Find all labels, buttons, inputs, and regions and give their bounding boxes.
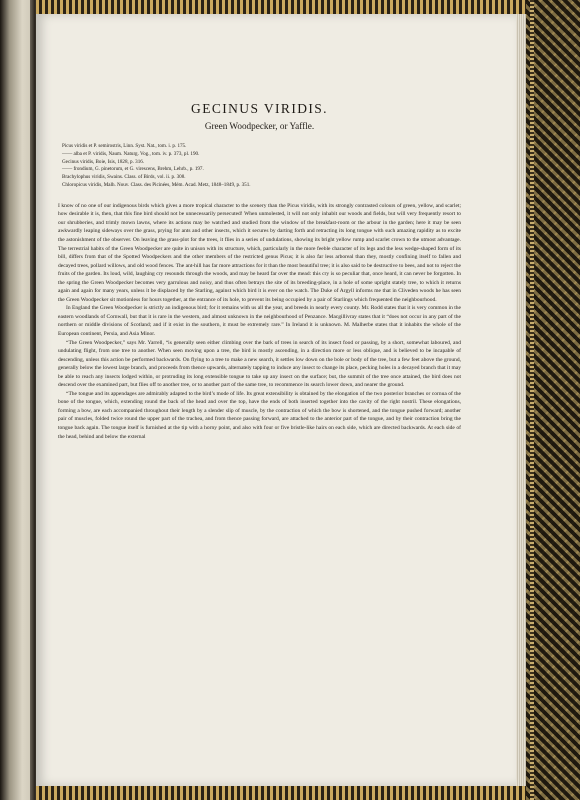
paragraph: “The Green Woodpecker,” says Mr. Yarrell, “is generally seen either climbing over the bark of trees in search of its insect food or passing, by a short, somewhat laboured, and undulating flight, from one tree to another. When seen moving upon a tree, the bird is mostly ascending, in a direction more or less oblique, and is believed to be incapable of descending, unless this action be performed backwards. On flying to a tree to make a new search, it settles low down on the bole or body of the tree, but a few feet above the ground, generally below the lowest large branch, and proceeds from thence upwards, alternately tapping to induce any insect to change its place, pecking holes in a decayed branch that it may be able to reach any insects lodged within, or protruding its long extensible tongue to take up any insect on the surface; but, the summit of the tree once attained, the bird does not descend over the examined part, but flies off to another tree, or to another part of the same tree, to recommence its search lower down, and nearer the ground. [58,339,461,389]
paragraph: In England the Green Woodpecker is strictly an indigenous bird; for it remains with us all the year, and breeds in nearly every county. Mr. Rodd states that it is very common in the eastern woodlands of Cornwall, but that it is rare in the western, and almost unknown in the neighbourhood of Penzance. Macgillivray states that it “does not occur in any part of the northern or middle divisions of Scotland; and if it exist in the southern, it must be extremely rare.” In Ireland it is unknown. M. Malherbe states that it inhabits the whole of the European continent, Persia, and Asia Minor. [58,305,461,337]
page-stack-edge [516,14,526,786]
common-name: Green Woodpecker, or Yaffle. [204,121,315,131]
species-title: GECINUS VIRIDIS. [191,101,328,116]
synonym-entry: Gecinus viridis, Boie, Isis, 1828, p. 316. [62,158,145,165]
gilt-top-border [36,0,526,14]
synonym-entry: —— frondium, G. pinetorum, et G. virescens, Brehm, Lehrb., p. 197. [62,166,204,173]
decorative-cover-board [526,0,580,800]
body-text [58,202,461,441]
page-content [58,101,461,441]
synonym-entry: —— alba et P. viridis, Naum. Naturg. Vog., tom. iv. p. 373, pl. 190. [62,150,200,157]
synonym-entry: Chloropicus viridis, Malh. Nouv. Class. des Picinées, Mém. Acad. Metz, 1848–1849, p. 351. [62,181,251,188]
paragraph: I know of no one of our indigenous birds which gives a more tropical character to the scenery than the Picus viridis, with its strongly contrasted colours of green, yellow, and scarlet; how desirable it is, then, that this fine bird should not be unnecessarily persecuted! When unmolested, it will not only inhabit our woods and fields, but will very frequently resort to our shrubberies, and trimly mown lawns, where its actions may be watched and studied from the window of the breakfast-room or the arbour in the garden; here it may be seen awkwardly leaping sideways over the grass, prying for ants and other insects, which it secures by darting forth and retracting its long tongue with such amazing rapidity as to excite the astonishment of the observer. On leaving the grass-plot for the trees, it flies in a series of undulations, showing its bright yellow rump and scarlet crown to the utmost advantage. The terrestrial habits of the Green Woodpecker are quite in unison with its structure, which, particularly in the more feeble character of its legs and the less wedge-shaped form of its bill, differs from that of the Spotted Woodpeckers and the other members of the restricted genus Picus; it is also far less arboreal than they, mostly confining itself to fallen and decayed trees, pollard willows, and old wood fences. The ant-hill has far more attractions for it than the most beautiful tree; it is also said to be destructive to bees, and not to reject the fruits of the garden. Its loud, wild, laughing cry resounds through the woods, and may be heard far over the mead: this cry is so peculiar that, once heard, it can never be forgotten. In the spring the Green Woodpecker becomes very garrulous and noisy, and thus often betrays the site of its breeding-place, in a hole of some upright stately tree, to which it returns again and again for many years, unless it be displaced by the Starling, against which bird it is ever on the watch. The Duke of Argyll informs me that in Cliveden woods he has seen the Green Woodpecker sit motionless for hours together, at the entrance of its hole, to prevent its being occupied by a pair of Starlings which frequented the neighbourhood. [58,202,461,303]
synonymy-list [62,143,461,190]
facing-page-edge [0,0,32,800]
paragraph: “The tongue and its appendages are admirably adapted to the bird’s mode of life. Its great extensibility is obtained by the elongation of the two posterior branches or cornua of the bone of the tongue, which, extending round the back of the head and over the top, have the ends of both inserted together into the cavity of the right nostril. These elongations, forming a bow, are each accompanied throughout their length by a slender slip of muscle, by the contraction of which the bow is shortened, and the tongue pushed forward; another pair of muscles, folded twice round the upper part of the trachea, and from thence passing forward, are attached to the anterior part of the tongue, and by their contraction bring the tongue back again. The tongue itself is furnished at the tip with a horny point, and also with four or five bristle-like hairs on each side, which are directed backwards. At each side of the head, behind and below the external [58,390,461,440]
synonym-entry: Picus viridis et P. semirostris, Linn. Syst. Nat., tom. i. p. 175. [62,143,187,149]
synonym-entry: Brachylophus viridis, Swains. Class. of Birds, vol. ii. p. 308. [62,174,186,181]
gilt-bottom-border [36,786,526,800]
